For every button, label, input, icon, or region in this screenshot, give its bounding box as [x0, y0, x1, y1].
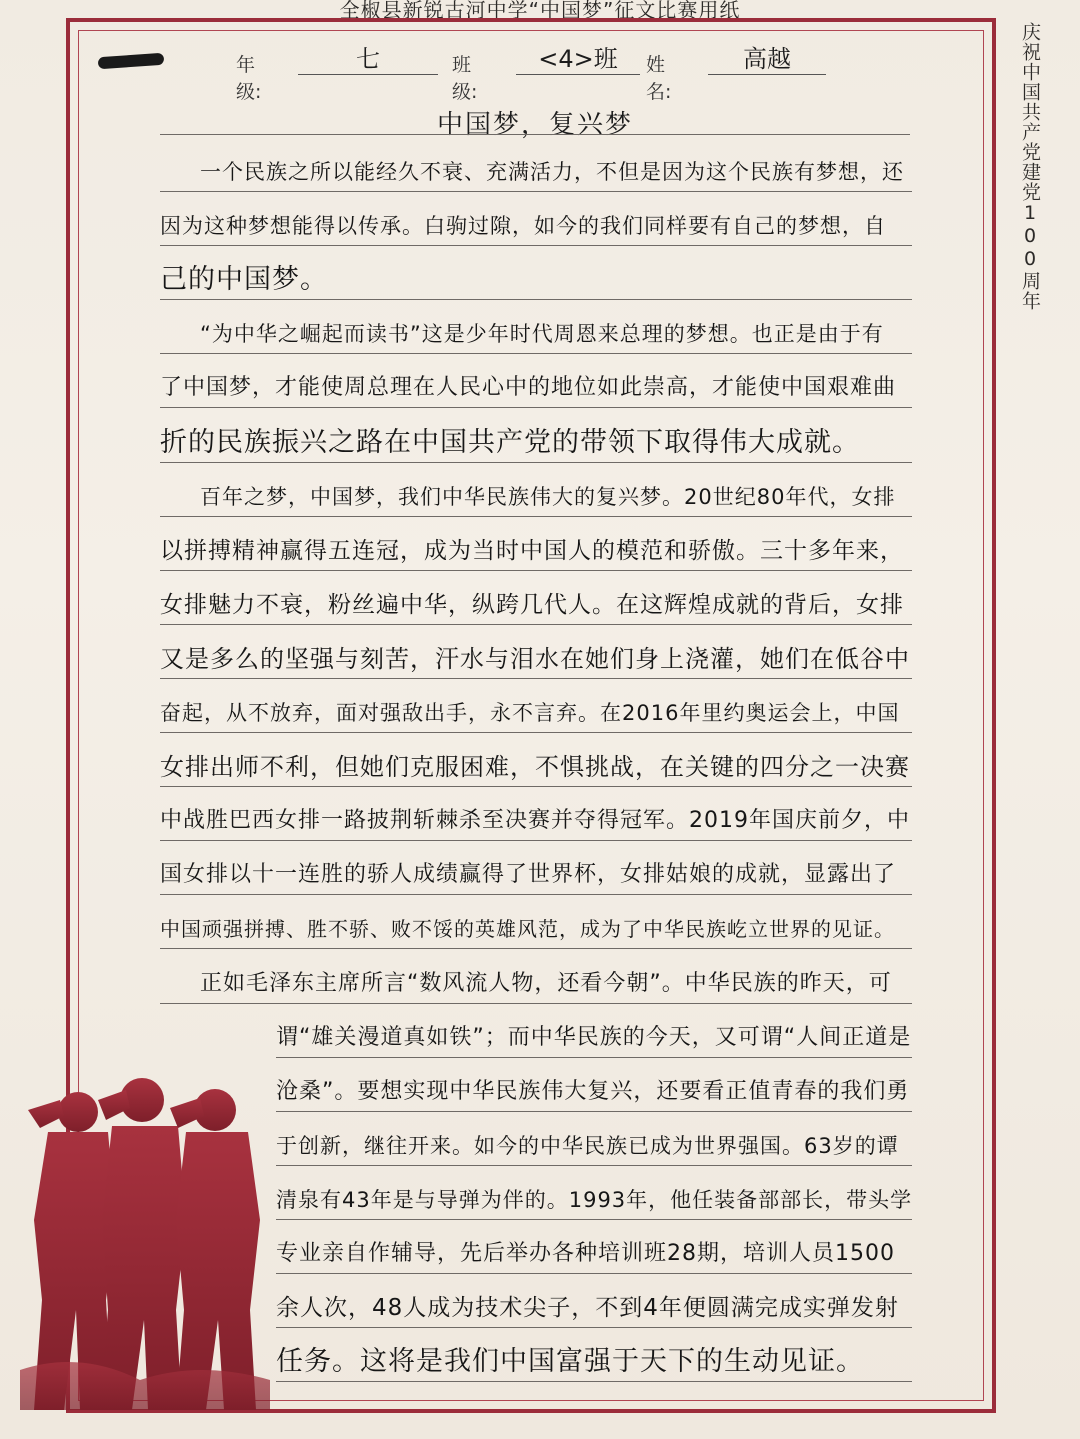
essay-line: 女排魅力不衰，粉丝遍中华，纵跨几代人。在这辉煌成就的背后，女排 — [160, 591, 904, 618]
grade-label: 年级: — [236, 54, 262, 103]
essay-line: 己的中国梦。 — [160, 264, 328, 296]
ruled-line — [160, 462, 912, 463]
ruled-line — [276, 1219, 912, 1220]
ruled-line — [276, 1273, 912, 1274]
paper-header-title: 全椒县新锐古河中学“中国梦”征文比赛用纸 — [339, 0, 741, 22]
grade-value: 七 — [298, 44, 438, 75]
essay-line: 一个民族之所以能经久不衰、充满活力，不但是因为这个民族有梦想，还 — [200, 160, 904, 184]
ruled-line — [276, 1111, 912, 1112]
name-label: 姓名: — [646, 54, 672, 103]
essay-line: 正如毛泽东主席所言“数风流人物，还看今朝”。中华民族的昨天，可 — [200, 970, 892, 996]
essay-line: 余人次，48人成为技术尖子，不到4年便圆满完成实弹发射 — [276, 1295, 899, 1322]
name-value: 高越 — [708, 44, 826, 75]
essay-line: 百年之梦，中国梦，我们中华民族伟大的复兴梦。20世纪80年代，女排 — [200, 484, 896, 509]
ruled-line — [160, 299, 912, 300]
essay-line: 以拼搏精神赢得五连冠，成为当时中国人的模范和骄傲。三十多年来， — [160, 537, 904, 564]
ruled-line — [160, 840, 912, 841]
class-label: 班级: — [452, 54, 478, 103]
essay-line: 奋起，从不放弃，面对强敌出手，永不言弃。在2016年里约奥运会上，中国 — [160, 701, 900, 725]
ruled-line — [160, 353, 912, 354]
essay-line: 因为这种梦想能得以传承。白驹过隙，如今的我们同样要有自己的梦想，自 — [160, 214, 886, 239]
essay-title: 中国梦，复兴梦 — [436, 110, 633, 140]
essay-line: 了中国梦，才能使周总理在人民心中的地位如此崇高，才能使中国艰难曲 — [160, 375, 897, 401]
essay-line: 折的民族振兴之路在中国共产党的带领下取得伟大成就。 — [160, 426, 860, 458]
ruled-line — [160, 191, 912, 192]
essay-line: “为中华之崛起而读书”这是少年时代周恩来总理的梦想。也正是由于有 — [200, 322, 884, 347]
essay-line: 国女排以十一连胜的骄人成绩赢得了世界杯，女排姑娘的成就，显露出了 — [160, 862, 897, 888]
essay-line: 中战胜巴西女排一路披荆斩棘杀至决赛并夺得冠军。2019年国庆前夕，中 — [160, 808, 910, 834]
ruled-line — [160, 407, 912, 408]
ruled-line — [276, 1327, 912, 1328]
class-value: <4>班 — [516, 44, 640, 75]
ruled-line — [160, 245, 912, 246]
ruled-line — [276, 1381, 912, 1382]
essay-line: 沧桑”。要想实现中华民族伟大复兴，还要看正值青春的我们勇 — [276, 1078, 910, 1104]
essay-line: 于创新，继往开来。如今的中华民族已成为世界强国。63岁的谭 — [276, 1133, 899, 1158]
ruled-line — [160, 516, 912, 517]
essay-line: 中国顽强拼搏、胜不骄、败不馁的英雄风范，成为了中华民族屹立世界的见证。 — [160, 917, 895, 942]
ruled-line — [276, 1057, 912, 1058]
ruled-line — [160, 894, 912, 895]
side-banner-text: 庆祝中国共产党建党100周年 — [1019, 22, 1041, 311]
ruled-line — [276, 1165, 912, 1166]
ruled-line — [160, 786, 912, 787]
essay-line: 谓“雄关漫道真如铁”；而中华民族的今天，又可谓“人间正道是 — [276, 1024, 912, 1050]
saluting-soldiers-silhouette — [20, 1070, 270, 1410]
title-ruled-line — [160, 134, 910, 135]
essay-line: 专业亲自作辅导，先后举办各种培训班28期，培训人员1500 — [276, 1241, 895, 1266]
ruled-line — [160, 624, 912, 625]
ruled-line — [160, 570, 912, 571]
essay-line: 任务。这将是我们中国富强于天下的生动见证。 — [276, 1346, 864, 1378]
essay-line: 清泉有43年是与导弹为伴的。1993年，他任装备部部长，带头学 — [276, 1187, 912, 1212]
ruled-line — [160, 678, 912, 679]
essay-line: 女排出师不利，但她们克服困难，不惧挑战，在关键的四分之一决赛 — [160, 753, 910, 782]
ruled-line — [160, 732, 912, 733]
ruled-line — [160, 1003, 912, 1004]
ruled-line — [160, 948, 912, 949]
essay-line: 又是多么的坚强与刻苦，汗水与泪水在她们身上浇灌，她们在低谷中 — [160, 644, 910, 673]
